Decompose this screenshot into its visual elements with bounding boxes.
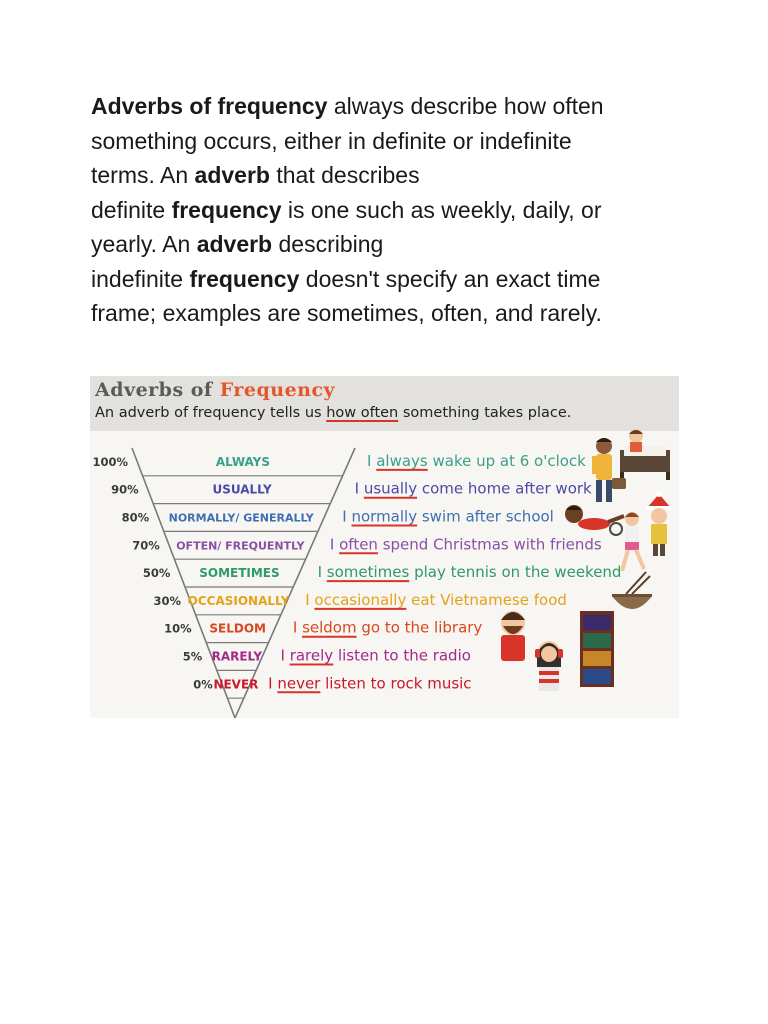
example-sentence [318, 563, 622, 581]
percentage-label: 50% [142, 566, 171, 581]
sentence-start: I [367, 451, 377, 470]
sentence-start: I [342, 507, 352, 526]
percentage-label: 80% [121, 510, 150, 525]
percentage-label: 90% [111, 482, 139, 497]
highlighted-adverb: sometimes [326, 563, 410, 582]
person-in-santa-hat-icon [646, 491, 672, 556]
sentence-start: I [268, 674, 278, 693]
sentence-rest: wake up at 6 o'clock [427, 451, 586, 470]
adverb-label: ALWAYS [215, 454, 271, 469]
example-sentence [293, 619, 483, 637]
example-sentence [330, 535, 602, 553]
sentence-rest: swim after school [417, 507, 554, 526]
adverb-label: NORMALLY/ GENERALLY [168, 511, 314, 525]
paragraph-line: definite frequency is one such as weekly, daily, or [91, 196, 602, 223]
highlighted-adverb: seldom [302, 618, 357, 637]
highlighted-adverb: normally [351, 507, 418, 526]
infographic-subtitle: An adverb of frequency tells us how often something takes place. [95, 405, 572, 421]
adverb-label: SELDOM [209, 621, 266, 636]
highlighted-adverb: occasionally [314, 590, 407, 609]
adverb-label: OFTEN/ FREQUENTLY [176, 539, 305, 553]
sentence-rest: listen to rock music [320, 674, 472, 693]
bearded-man-icon [501, 611, 525, 661]
example-sentence [305, 591, 567, 609]
frequency-infographic [90, 376, 679, 718]
adverb-label: OCCASIONALLY [187, 593, 290, 608]
sentence-rest: eat Vietnamese food [406, 590, 567, 609]
bookshelf-icon [580, 611, 614, 687]
sentence-start: I [305, 590, 315, 609]
paragraph-line: frame; examples are sometimes, often, and rarely. [91, 300, 602, 326]
sentence-start: I [280, 646, 290, 665]
highlighted-adverb: usually [363, 479, 418, 498]
person-waking-in-bed-icon [620, 429, 670, 480]
paragraph-line: indefinite frequency doesn't specify an exact time [91, 265, 601, 292]
adverb-label: RARELY [211, 649, 263, 664]
percentage-label: 0% [193, 677, 213, 692]
paragraph-line: yearly. An adverb describing [91, 231, 384, 257]
example-sentence [342, 508, 554, 526]
adverb-label: SOMETIMES [199, 566, 280, 581]
example-sentence [355, 480, 592, 498]
adverb-label: USUALLY [212, 482, 272, 497]
sentence-rest: come home after work [417, 479, 592, 498]
highlighted-adverb: always [376, 451, 428, 470]
intro-paragraph [91, 89, 691, 331]
sentence-start: I [354, 479, 364, 498]
example-sentence [268, 674, 471, 692]
example-sentence [281, 647, 471, 665]
highlighted-adverb: often [339, 535, 378, 554]
sentence-rest: listen to the radio [333, 646, 471, 665]
paragraph-line: something occurs, either in definite or indefinite [91, 127, 572, 154]
sentence-start: I [292, 618, 303, 637]
frequency-funnel [90, 376, 679, 718]
paragraph-line: Adverbs of frequency always describe how often [91, 93, 604, 119]
percentage-label: 5% [182, 649, 203, 664]
example-sentence [367, 452, 586, 470]
girl-with-headphones-icon [535, 641, 563, 691]
percentage-label: 70% [132, 538, 160, 553]
highlighted-adverb: rarely [289, 646, 334, 665]
percentage-label: 10% [164, 621, 192, 636]
sentence-rest: spend Christmas with friends [377, 535, 602, 554]
sentence-start: I [329, 535, 340, 554]
percentage-label: 100% [92, 454, 128, 469]
sentence-rest: play tennis on the weekend [409, 563, 622, 582]
sentence-rest: go to the library [356, 618, 483, 637]
percentage-label: 30% [153, 593, 182, 608]
sentence-start: I [317, 563, 327, 582]
infographic-title: Adverbs of Frequency [95, 379, 336, 401]
highlighted-adverb: never [277, 674, 321, 693]
adverb-label: NEVER [213, 677, 259, 692]
person-swimming-icon [565, 505, 624, 530]
paragraph-line: terms. An adverb that describes [91, 162, 420, 188]
